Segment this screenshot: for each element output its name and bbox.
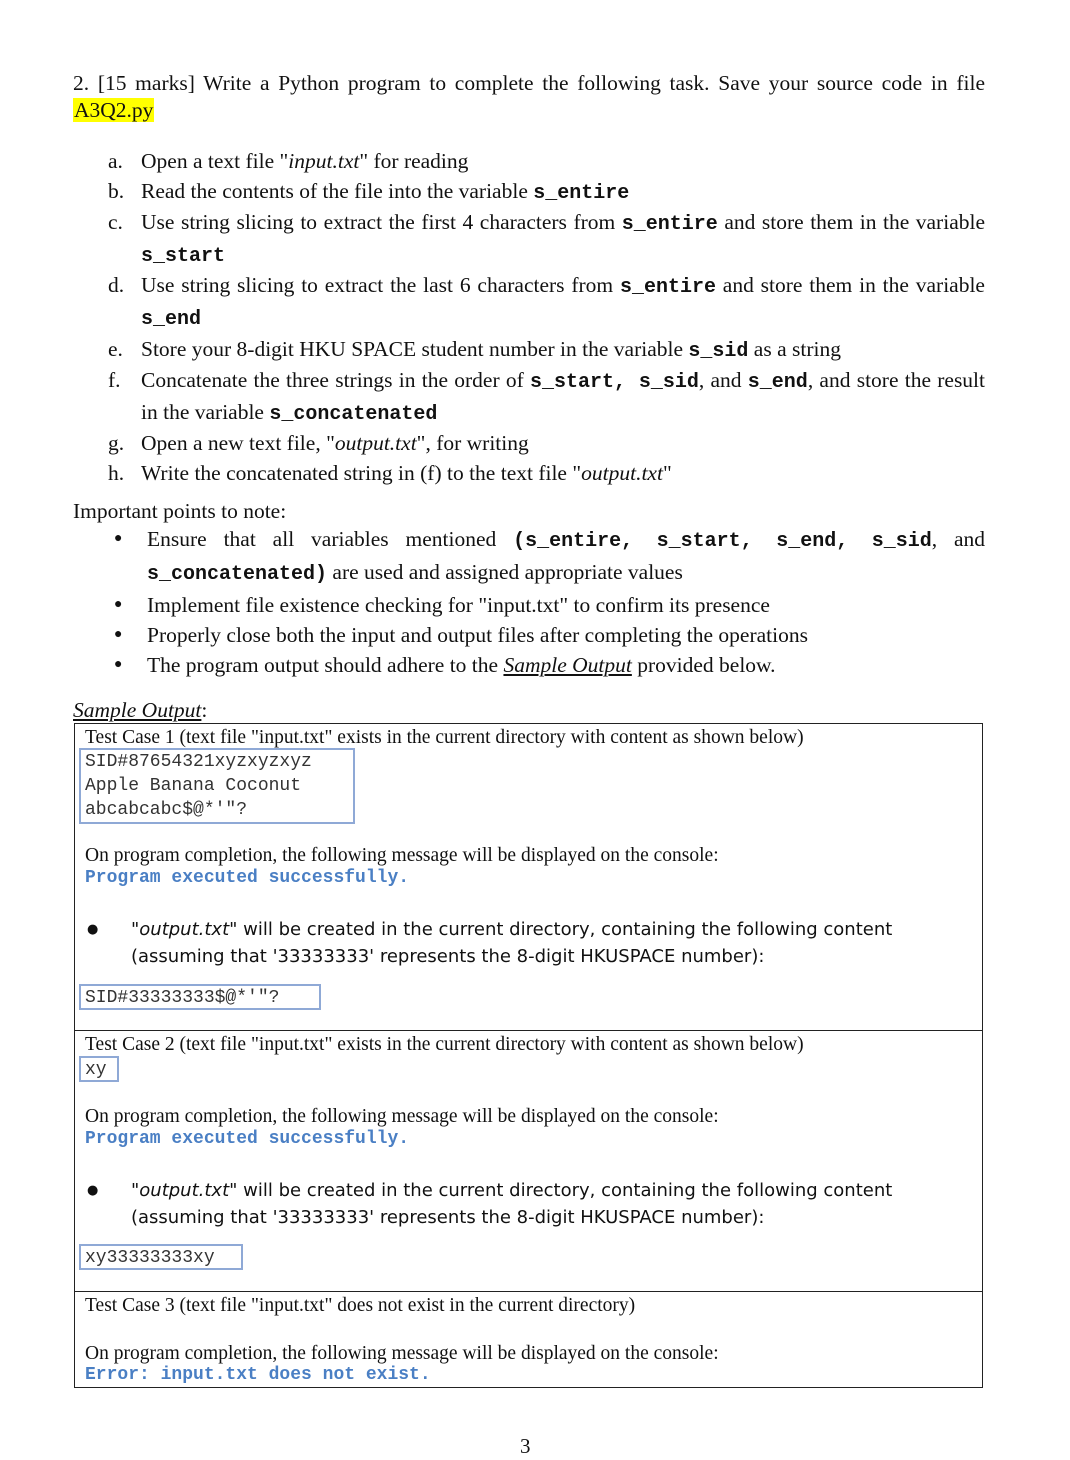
text-run: ", for writing — [416, 431, 529, 456]
task-step — [108, 459, 985, 489]
code-variable: s_entire — [533, 181, 630, 205]
code-variable: s_concatenated — [269, 402, 438, 426]
highlighted-filename: A3Q2.py — [74, 98, 154, 122]
test-case-2-output-box: xy33333333xy — [79, 1244, 243, 1270]
step-text — [141, 459, 985, 489]
bullet-icon: ● — [114, 597, 123, 612]
text-run: as a string — [748, 336, 841, 361]
step-text — [141, 177, 985, 209]
step-label: b. — [108, 178, 125, 203]
test-case-1-output-bullet: ● "output.txt" will be created in the current directory, containing the following content (assuming that '33333333' represents the 8-digit HKUSPACE number): — [85, 916, 975, 970]
step-text — [141, 208, 985, 271]
note-bullet — [110, 620, 985, 650]
code-variable: s_end — [141, 307, 202, 331]
code-variable: s_start, s_sid — [530, 371, 699, 395]
code-variable: s_entire — [619, 276, 716, 300]
task-step — [108, 208, 985, 271]
test-case-3-completion-text: On program completion, the following message will be displayed on the console: — [85, 1343, 719, 1364]
test-case-2-output-bullet: ● "output.txt" will be created in the current directory, containing the following content (assuming that '33333333' represents the 8-digit HKUSPACE number): — [85, 1177, 975, 1231]
test-case-2-console-message: Program executed successfully. — [85, 1129, 410, 1149]
text-run: Use string slicing to extract the last 6 characters from — [141, 273, 620, 298]
bullet-icon: ● — [114, 657, 123, 672]
note-bullet — [110, 524, 985, 590]
code-variable: s_start — [141, 244, 226, 268]
text-run: " — [662, 460, 672, 485]
note-text — [147, 524, 985, 590]
notes-heading: Important points to note: — [73, 499, 287, 523]
test-case-1-input-box: SID#87654321xyzxyzxyz Apple Banana Coconut abcabcabc$@*'"? — [79, 748, 355, 824]
task-steps-list — [108, 147, 985, 489]
text-run: , and — [931, 527, 986, 551]
task-step — [108, 429, 985, 459]
text-run: output.txt — [581, 460, 663, 485]
step-label: d. — [108, 273, 125, 298]
task-step — [108, 366, 985, 429]
text-run: input.txt — [288, 149, 360, 173]
page-number: 3 — [520, 1434, 531, 1458]
note-bullet — [110, 650, 985, 680]
test-case-1-console-message: Program executed successfully. — [85, 868, 410, 888]
code-variable: s_concatenated) — [147, 563, 328, 586]
code-variable: s_end — [747, 371, 808, 395]
text-run: Store your 8-digit HKU SPACE student number in the variable — [141, 336, 689, 361]
step-label: f. — [108, 368, 121, 393]
note-text — [147, 620, 985, 650]
text-run: " for reading — [359, 149, 469, 173]
question-text: 2. [15 marks] Write a Python program to complete the following task. Save your source code in file — [73, 71, 985, 95]
step-text — [141, 429, 985, 459]
test-case-3 — [74, 1291, 983, 1388]
code-variable: s_entire — [621, 213, 718, 237]
bullet-icon: ● — [87, 1183, 99, 1198]
step-text — [141, 147, 985, 177]
test-case-1-completion-text: On program completion, the following message will be displayed on the console: — [85, 845, 719, 866]
test-case-1 — [74, 723, 983, 1031]
test-case-2-completion-text: On program completion, the following message will be displayed on the console: — [85, 1106, 719, 1127]
text-run: , and — [698, 368, 748, 393]
text-run: Use string slicing to extract the first 4 characters from — [141, 210, 622, 235]
step-text — [141, 366, 985, 429]
text-run: , and store the result in the variable — [141, 368, 986, 424]
task-step — [108, 177, 985, 209]
bullet-icon: ● — [114, 531, 123, 546]
text-run: and store them in the variable — [717, 210, 985, 235]
text-run: Sample Output — [503, 653, 632, 677]
step-label: g. — [108, 431, 125, 456]
notes-bullet-list — [110, 524, 985, 680]
note-text — [147, 590, 985, 620]
step-label: a. — [108, 149, 123, 173]
step-text — [141, 335, 985, 367]
test-case-2-title: Test Case 2 (text file "input.txt" exists in the current directory with content as shown below) — [85, 1034, 804, 1055]
test-case-1-output-box: SID#33333333$@*'"? — [79, 984, 321, 1010]
text-run: and store them in the variable — [715, 273, 985, 298]
note-text — [147, 650, 985, 680]
task-step — [108, 271, 985, 334]
code-variable: s_sid — [688, 339, 749, 363]
text-run: Concatenate the three strings in the order of — [141, 368, 530, 393]
text-run: are used and assigned appropriate values — [327, 560, 683, 584]
text-run: Write the concatenated string in (f) to the text file " — [141, 460, 582, 485]
code-variable: (s_entire, s_start, s_end, s_sid — [513, 530, 932, 553]
task-step — [108, 147, 985, 177]
text-run: Open a new text file, " — [141, 431, 335, 456]
test-case-2 — [74, 1030, 983, 1292]
bullet-icon: ● — [87, 922, 99, 937]
text-run: Read the contents of the file into the variable — [141, 178, 534, 203]
test-case-2-input-box: xy — [79, 1056, 119, 1082]
text-run: Implement file existence checking for "input.txt" to confirm its presence — [147, 593, 770, 617]
step-label: c. — [108, 210, 123, 235]
bullet-icon: ● — [114, 627, 123, 642]
text-run: The program output should adhere to the — [147, 653, 504, 677]
task-step — [108, 335, 985, 367]
step-label: e. — [108, 336, 123, 361]
step-text — [141, 271, 985, 334]
text-run: Open a text file " — [141, 149, 289, 173]
text-run: output.txt — [334, 431, 417, 456]
test-case-3-console-message: Error: input.txt does not exist. — [85, 1365, 431, 1385]
test-case-1-title: Test Case 1 (text file "input.txt" exists in the current directory with content as shown below) — [85, 727, 804, 748]
text-run: provided below. — [631, 653, 776, 677]
text-run: Properly close both the input and output files after completing the operations — [147, 623, 808, 647]
note-bullet — [110, 590, 985, 620]
question-heading — [73, 70, 985, 124]
step-label: h. — [108, 460, 125, 485]
text-run: Ensure that all variables mentioned — [147, 527, 514, 551]
sample-output-heading: Sample Output: — [73, 698, 208, 722]
test-case-3-title: Test Case 3 (text file "input.txt" does not exist in the current directory) — [85, 1295, 636, 1316]
